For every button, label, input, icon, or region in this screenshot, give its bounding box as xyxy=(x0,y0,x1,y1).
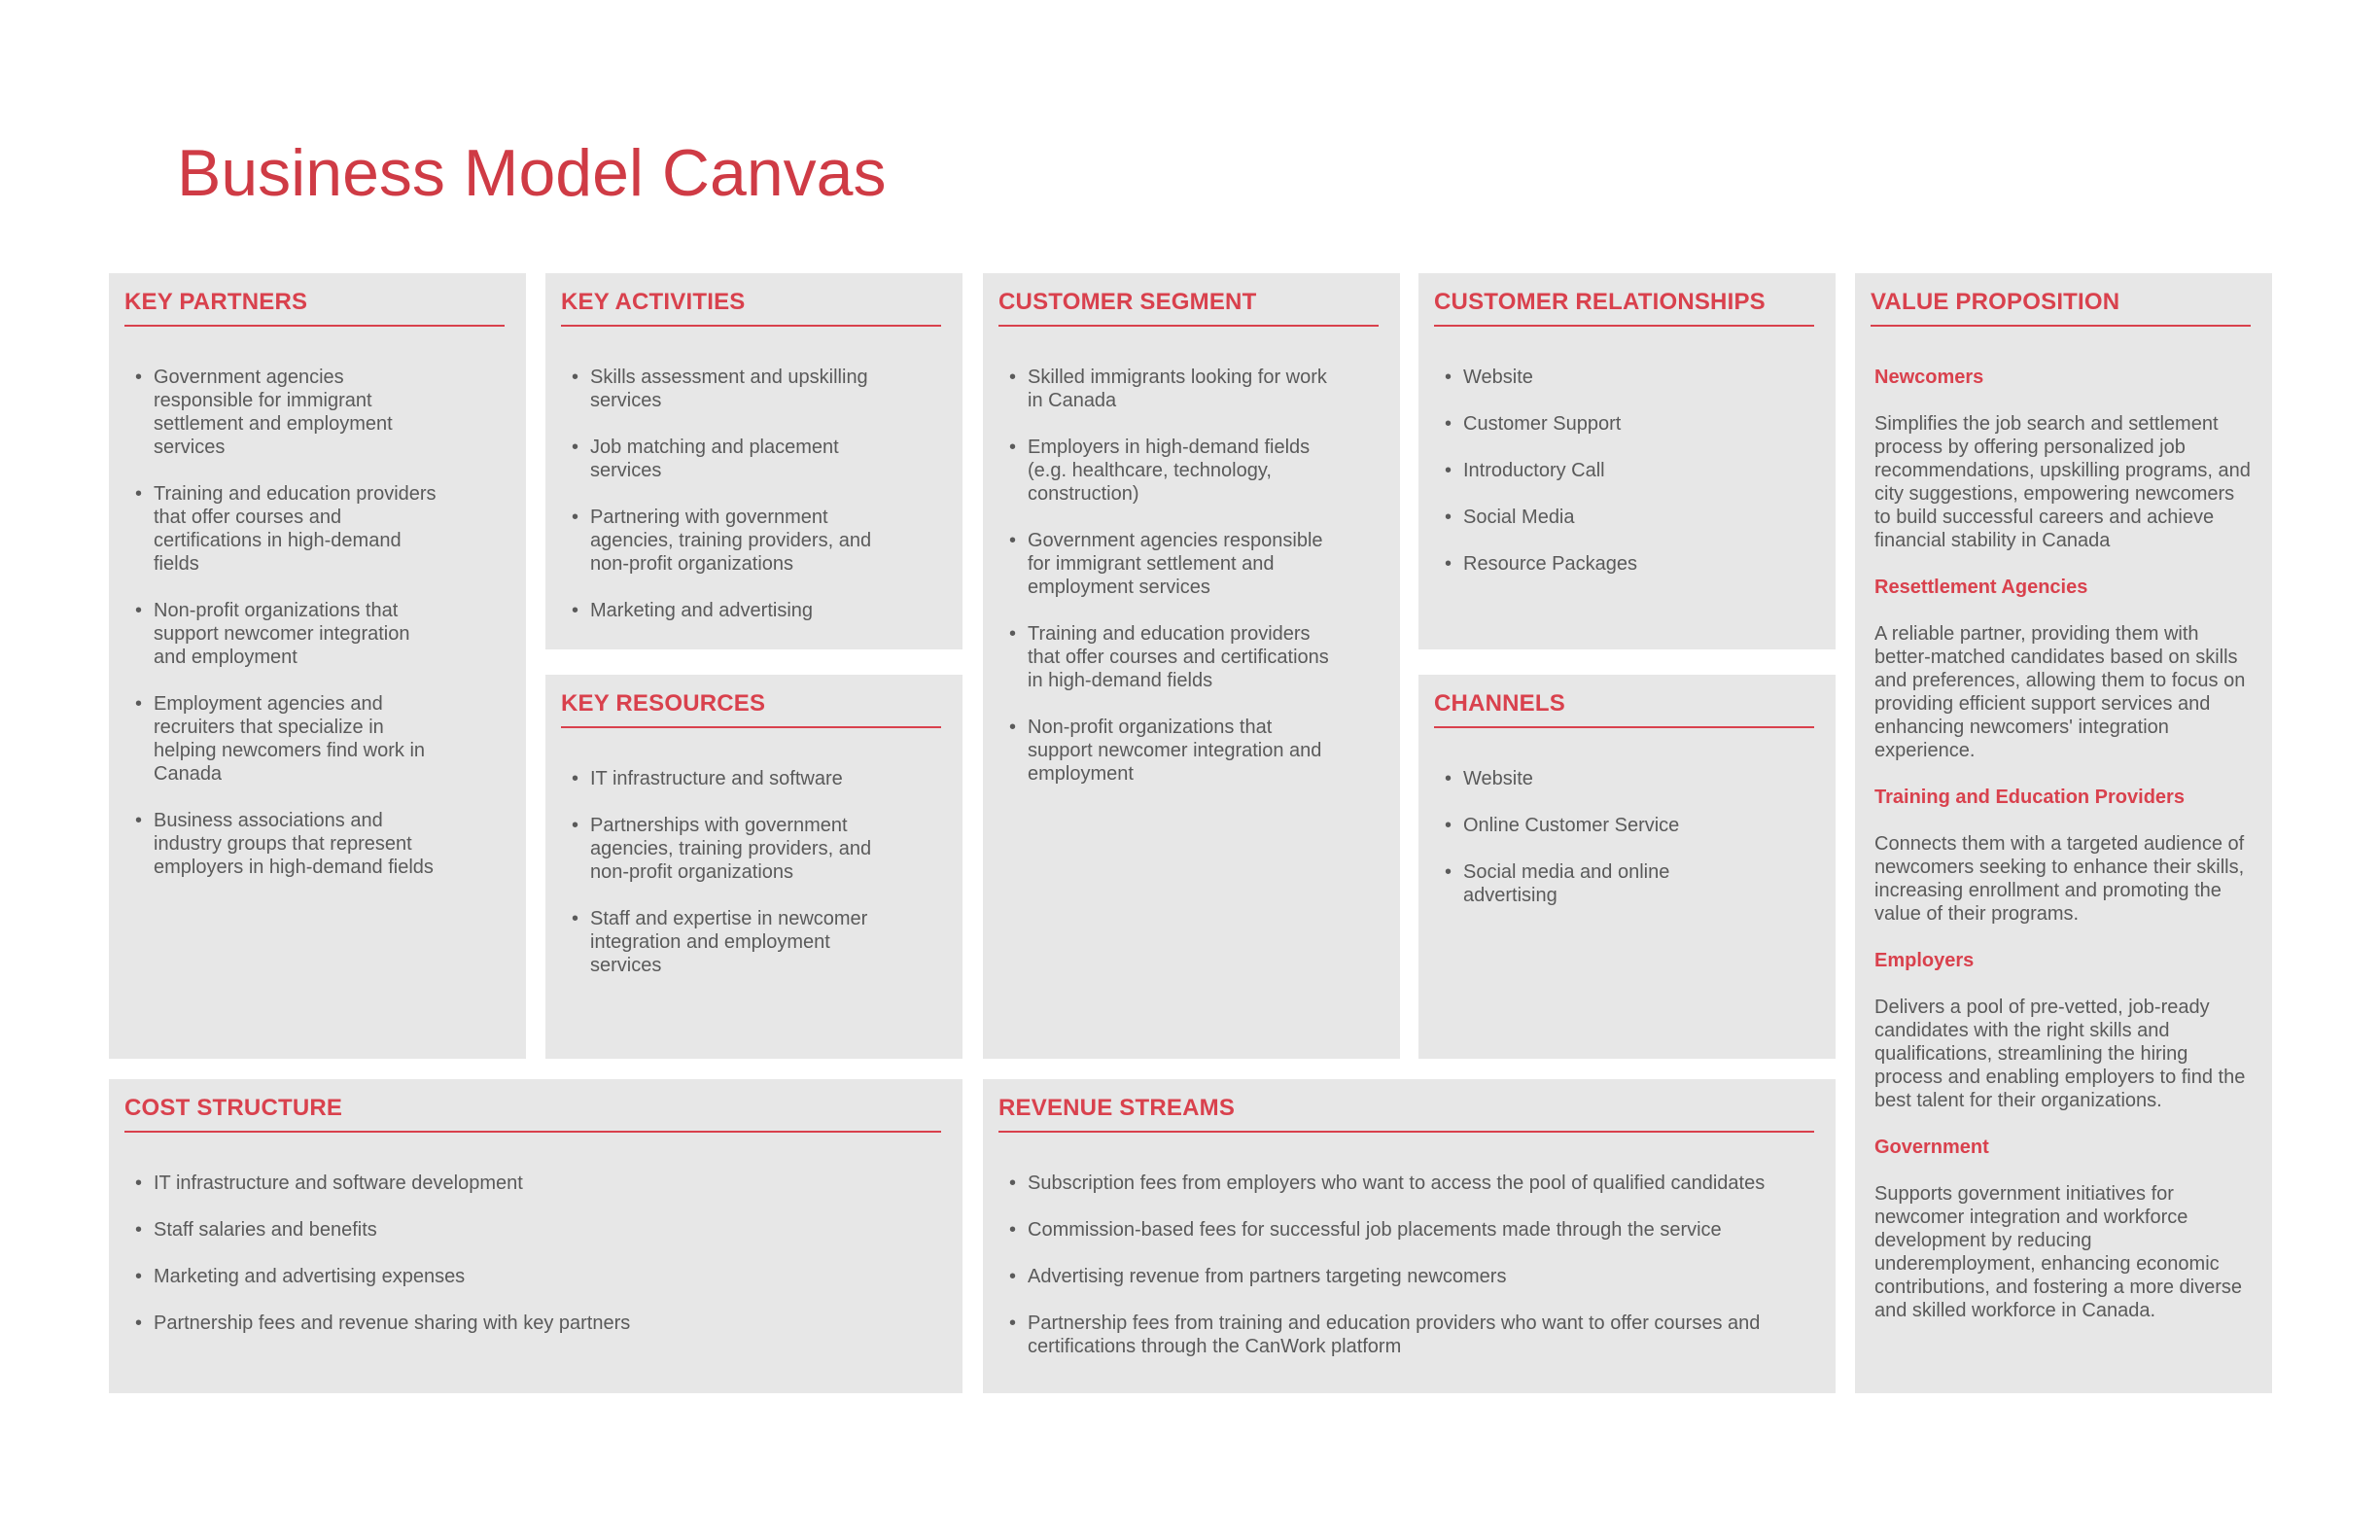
value-group-title: Government xyxy=(1874,1137,1989,1158)
section-heading: CHANNELS xyxy=(1434,690,1814,728)
list-item: • Partnership fees from training and education providers who want to offer courses and certifications through the CanWork platform xyxy=(998,1312,1776,1358)
section-heading: KEY PARTNERS xyxy=(124,289,505,327)
list-item: • Job matching and placement services xyxy=(561,436,892,482)
list-item: • Partnerships with government agencies, training providers, and non-profit organizations xyxy=(561,814,892,884)
list-item: • Skilled immigrants looking for work in Canada xyxy=(998,366,1341,412)
key-activities-section xyxy=(545,273,962,649)
value-group-text: Simplifies the job search and settlement process by offering personalized job recommendations, upskilling programs, and city suggestions, empowering newcomers to build successful careers and achieve financial stability in Canada xyxy=(1874,413,2251,551)
list-item: • Social media and online advertising xyxy=(1434,860,1726,907)
list-item: • IT infrastructure and software development xyxy=(124,1172,941,1195)
item-list xyxy=(124,1172,941,1335)
list-item: • Staff salaries and benefits xyxy=(124,1218,941,1242)
value-group-title: Employers xyxy=(1874,950,1975,971)
list-item: • Government agencies responsible for immigrant settlement and employment services xyxy=(998,529,1341,599)
list-item: • Training and education providers that offer courses and certifications in high-demand fields xyxy=(124,482,445,576)
item-list xyxy=(1434,767,1726,907)
list-item: • Non-profit organizations that support newcomer integration and employment xyxy=(998,716,1341,786)
value-proposition-section xyxy=(1855,273,2272,1393)
list-item: • Government agencies responsible for immigrant settlement and employment services xyxy=(124,366,445,459)
value-group-title: Newcomers xyxy=(1874,367,1984,388)
list-item: • IT infrastructure and software xyxy=(561,767,892,790)
section-heading: KEY ACTIVITIES xyxy=(561,289,941,327)
item-list xyxy=(561,767,892,977)
list-item: • Social Media xyxy=(1434,506,1814,529)
value-group-government xyxy=(1871,1136,2251,1322)
list-item: • Website xyxy=(1434,366,1814,389)
list-item: • Website xyxy=(1434,767,1726,790)
list-item: • Introductory Call xyxy=(1434,459,1814,482)
list-item: • Partnership fees and revenue sharing with key partners xyxy=(124,1312,941,1335)
revenue-streams-section xyxy=(983,1079,1836,1393)
list-item: • Staff and expertise in newcomer integration and employment services xyxy=(561,907,892,977)
item-list xyxy=(561,366,892,622)
section-heading: COST STRUCTURE xyxy=(124,1095,941,1133)
item-list xyxy=(998,366,1341,786)
section-heading: CUSTOMER SEGMENT xyxy=(998,289,1379,327)
list-item: • Training and education providers that offer courses and certifications in high-demand fields xyxy=(998,622,1341,692)
item-list xyxy=(124,366,445,879)
value-group-employers xyxy=(1871,949,2251,1112)
value-group-text: A reliable partner, providing them with better-matched candidates based on skills and preferences, allowing them to focus on providing efficient support services and enhancing newcomers' integration experience. xyxy=(1874,623,2246,761)
page-title: Business Model Canvas xyxy=(177,136,887,210)
channels-section xyxy=(1418,675,1836,1059)
list-item: • Skills assessment and upskilling services xyxy=(561,366,892,412)
list-item: • Employers in high-demand fields (e.g. healthcare, technology, construction) xyxy=(998,436,1341,506)
list-item: • Resource Packages xyxy=(1434,552,1814,576)
cost-structure-section xyxy=(109,1079,962,1393)
list-item: • Partnering with government agencies, training providers, and non-profit organizations xyxy=(561,506,892,576)
value-group-newcomers xyxy=(1871,366,2251,552)
list-item: • Marketing and advertising expenses xyxy=(124,1265,941,1288)
key-partners-section xyxy=(109,273,526,1059)
list-item: • Commission-based fees for successful job placements made through the service xyxy=(998,1218,1776,1242)
list-item: • Subscription fees from employers who want to access the pool of qualified candidates xyxy=(998,1172,1776,1195)
item-list xyxy=(1434,366,1814,576)
key-resources-section xyxy=(545,675,962,1059)
item-list xyxy=(998,1172,1776,1358)
section-heading: CUSTOMER RELATIONSHIPS xyxy=(1434,289,1814,327)
value-group-title: Resettlement Agencies xyxy=(1874,577,2088,598)
value-group-text: Delivers a pool of pre-vetted, job-ready candidates with the right skills and qualifications, streamlining the hiring process and enabling employers to find the best talent for their organizations. xyxy=(1874,997,2246,1111)
list-item: • Employment agencies and recruiters that specialize in helping newcomers find work in Canada xyxy=(124,692,445,786)
list-item: • Customer Support xyxy=(1434,412,1814,436)
list-item: • Advertising revenue from partners targeting newcomers xyxy=(998,1265,1776,1288)
value-group-training-providers xyxy=(1871,786,2251,926)
value-group-text: Supports government initiatives for newcomer integration and workforce development by reducing underemployment, enhancing economic contributions, and fostering a more diverse and skilled workforce in Canada. xyxy=(1874,1183,2242,1321)
value-group-text: Connects them with a targeted audience of newcomers seeking to enhance their skills, increasing enrollment and promoting the value of their programs. xyxy=(1874,833,2245,925)
section-heading: VALUE PROPOSITION xyxy=(1871,289,2251,327)
section-heading: REVENUE STREAMS xyxy=(998,1095,1814,1133)
value-group-title: Training and Education Providers xyxy=(1874,787,2185,808)
section-heading: KEY RESOURCES xyxy=(561,690,941,728)
customer-segment-section xyxy=(983,273,1400,1059)
value-group-resettlement-agencies xyxy=(1871,576,2251,762)
list-item: • Business associations and industry groups that represent employers in high-demand fields xyxy=(124,809,445,879)
list-item: • Marketing and advertising xyxy=(561,599,892,622)
customer-relationships-section xyxy=(1418,273,1836,649)
list-item: • Online Customer Service xyxy=(1434,814,1726,837)
list-item: • Non-profit organizations that support newcomer integration and employment xyxy=(124,599,445,669)
